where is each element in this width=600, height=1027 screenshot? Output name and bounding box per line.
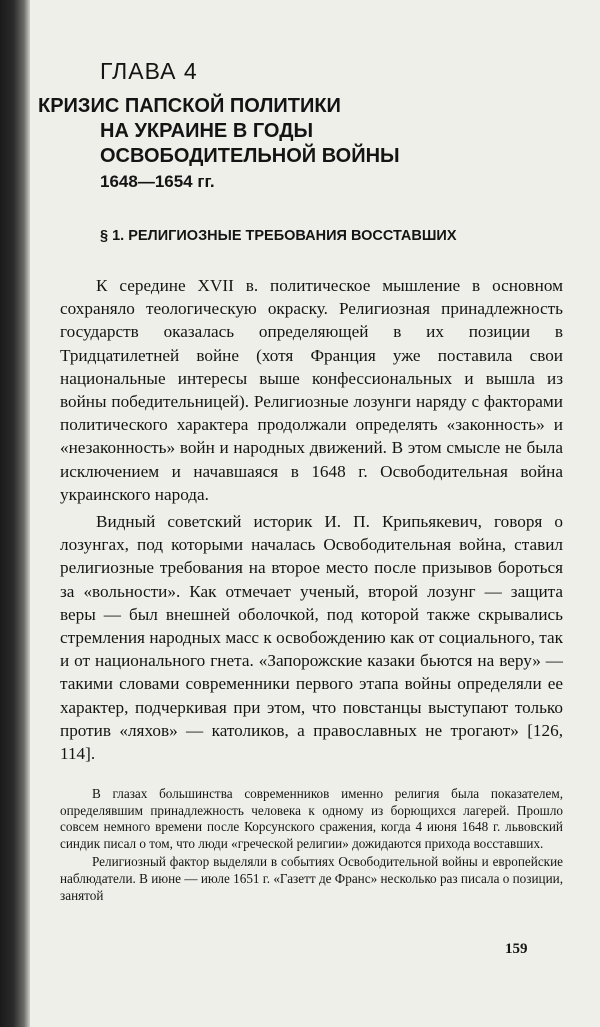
chapter-title-line-3: ОСВОБОДИТЕЛЬНОЙ ВОЙНЫ bbox=[100, 145, 400, 167]
section-heading: § 1. РЕЛИГИОЗНЫЕ ТРЕБОВАНИЯ ВОССТАВШИХ bbox=[100, 228, 457, 244]
page-number: 159 bbox=[505, 941, 528, 957]
chapter-label: ГЛАВА 4 bbox=[100, 58, 198, 84]
main-text bbox=[60, 274, 563, 765]
book-page bbox=[38, 0, 583, 1027]
small-print-text bbox=[60, 786, 563, 904]
paragraph-2: Видный советский историк И. П. Крипьякевич, говоря о лозунгах, под которыми началась Освободительная война, ставил религиозные требования на второе место после призывов бороться за «вольности». Как отмечает ученый, второй лозунг — защита веры — был внешней оболочкой, под которой также скрывались стремления народных масс к освобождению как от социального, так и от национального гнета. «Запорожские казаки бьются на веру» — такими словами современники первого этапа войны определяли ее характер, подчеркивая при этом, что повстанцы выступают только против «ляхов» — католиков, а православных не трогают» [126, 114]. bbox=[60, 512, 563, 764]
small-paragraph-2: Религиозный фактор выделяли в событиях Освободительной войны и европейские наблюдатели. В июне — июле 1651 г. «Газетт де Франс» несколько раз писала о позиции, занятой bbox=[60, 854, 564, 903]
book-spine-shadow bbox=[0, 0, 30, 1027]
paragraph-1: К середине XVII в. политическое мышление в основном сохраняло теологическую окраску. Религиозная принадлежность государств оказалась определяющей в их позиции в Тридцатилетней войне (хотя Франция уже поставила свои национальные интересы выше конфессиональных и вышла из войны победительницей). Религиозные лозунги наряду с факторами политического характера продолжали определять «законность» и «незаконность» войн и народных движений. В этом смысле не была исключением и начавшаяся в 1648 г. Освободительная война украинского народа. bbox=[60, 276, 563, 504]
chapter-title-years: 1648—1654 гг. bbox=[100, 172, 215, 191]
chapter-title-line-2: НА УКРАИНЕ В ГОДЫ bbox=[100, 120, 314, 142]
chapter-title bbox=[38, 94, 400, 194]
small-paragraph-1: В глазах большинства современников именно религия была показателем, определявшим принадлежность человека к одному из борющихся лагерей. Прошло совсем немного времени после Корсунского сражения, когда 4 июня 1648 г. львовский синдик писал о том, что люди «греческой религии» дожидаются прихода восставших. bbox=[60, 786, 563, 851]
chapter-title-line-1: КРИЗИС ПАПСКОЙ ПОЛИТИКИ bbox=[38, 95, 341, 117]
